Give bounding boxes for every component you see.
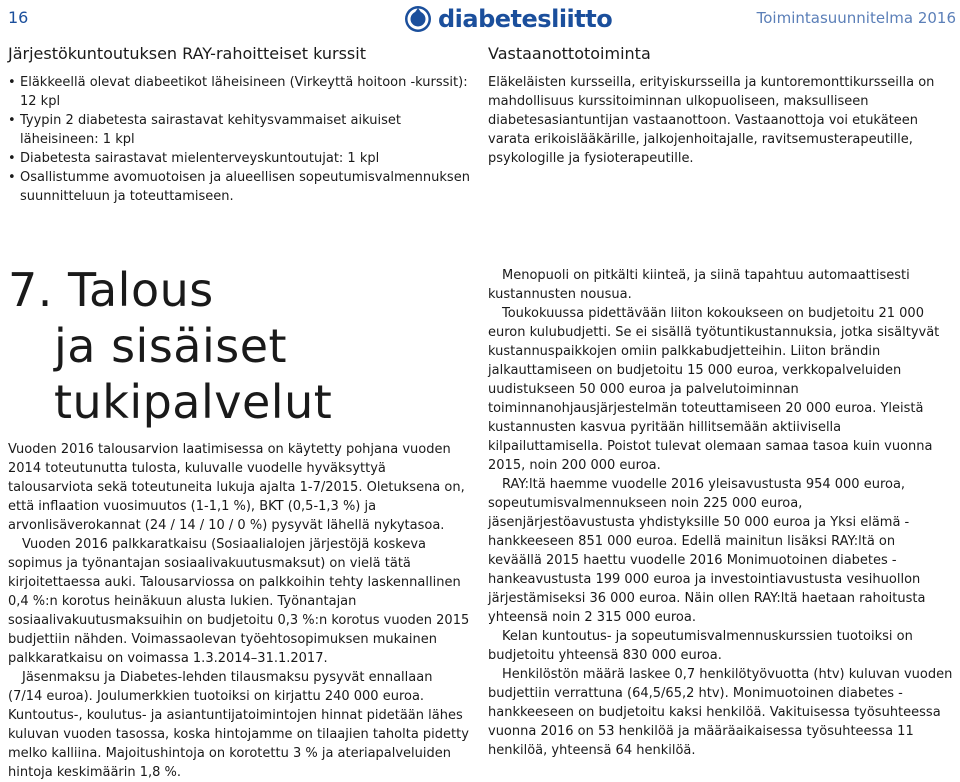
- list-item: • Diabetesta sairastavat mielenterveyskuntoutujat: 1 kpl: [8, 149, 470, 168]
- section-title-line2: ja sisäiset tukipalvelut: [54, 319, 333, 429]
- drop-logo-icon: [404, 5, 432, 33]
- finance-section-left: [8, 262, 470, 782]
- section-title: [8, 262, 470, 430]
- list-item: • Tyypin 2 diabetesta sairastavat kehitysvammaiset aikuiset läheisineen: 1 kpl: [8, 111, 470, 149]
- page-header: [0, 0, 960, 36]
- paragraph: Menopuoli on pitkälti kiinteä, ja siinä tapahtuu automaattisesti kustannusten nousua.: [488, 268, 910, 302]
- section-title-line1: 7. Talous: [8, 263, 214, 317]
- paragraph: Toukokuussa pidettävään liiton kokoukseen on budjetoitu 21 000 euron kulubudjetti. Se ei sisällä työtuntikustannuksia, jotka sisältyvät kustannuspaikkojen omiin palkkabudjetteihin. Liiton brändin jalkauttamiseen on budjetoitu 15 000 euroa, verkkopalveluiden uudistukseen 50 000 euroa ja palvelutoiminnan toiminnanohjausjärjestelmän toteuttamiseen 20 000 euroa. Yleistä kustannusten kasvua pyritään hillitsemään aktiivisella kilpailuttamisella. Poistot tulevat olemaan samaa tasoa kuin vuonna 2015, noin 200 000 euroa.: [488, 306, 940, 473]
- list-item: • Eläkkeellä olevat diabeetikot läheisineen (Virkeyttä hoitoon -kurssit): 12 kpl: [8, 73, 470, 111]
- reception-heading: Vastaanottotoiminta: [488, 44, 651, 63]
- paragraph: Vuoden 2016 palkkaratkaisu (Sosiaalialojen järjestöjä koskeva sopimus ja työnantajan sosiaalivakuutusmaksut) on vielä tätä kirjoitettaessa auki. Talousarviossa on palkkoihin tehty laskennallinen 0,4 %:n korotus heinäkuun alusta lukien. Työnantajan sosiaalivakuutusmaksuihin on budjetoitu 0,3 %:n korotus vuoden 2015 budjettiin nähden. Voimassaolevan työehtosopimuksen mukainen palkkaratkaisu on voimassa 1.3.2014–31.1.2017.: [8, 537, 470, 666]
- paragraph: Henkilöstön määrä laskee 0,7 henkilötyövuotta (htv) kuluvan vuoden budjettiin verrattuna (64,5/65,2 htv). Monimuotoinen diabetes -hankkeeseen on budjetoitu kaksi henkilöä. Vakituisessa työsuhteessa vuonna 2016 on 53 henkilöä ja määräaikaisessa työsuhteessa 11 henkilöä, yhteensä 64 henkilöä.: [488, 667, 953, 758]
- ray-courses-list: [8, 73, 470, 206]
- reception-body: Eläkeläisten kursseilla, erityiskursseilla ja kuntoremonttikursseilla on mahdollisuus kurssitoiminnan ulkopuoliseen, maksulliseen diabetesasiantuntijan vastaanottoon. Vastaanottoja voi etukäteen varata erikoislääkärille, jalkojenhoitajalle, ravitsemusterapeutille, psykologille ja fysioterapeutille.: [488, 75, 935, 166]
- logo-text: diabetesliitto: [438, 5, 613, 33]
- paragraph: Jäsenmaksu ja Diabetes-lehden tilausmaksu pysyvät ennallaan (7/14 euroa). Joulumerkkien tuotoiksi on kirjattu 240 000 euroa. Kuntoutus-, koulutus- ja asiantuntijatoimintojen hinnat pidetään lähes kuluvan vuoden tasossa, koska hintojamme on tilaajien taholta pidetty melko kalliina. Majoitushintoja on korotettu 3 % ja ateriapalveluiden hintoja keskimäärin 1,8 %.: [8, 670, 469, 780]
- page-number: 16: [8, 8, 29, 27]
- ray-courses-heading: Järjestökuntoutuksen RAY-rahoitteiset kurssit: [8, 44, 366, 63]
- diabetesliitto-logo: [404, 4, 612, 34]
- paragraph: Kelan kuntoutus- ja sopeutumisvalmennuskurssien tuotoiksi on budjetoitu yhteensä 830 000 euroa.: [488, 629, 913, 663]
- paragraph: Vuoden 2016 talousarvion laatimisessa on käytetty pohjana vuoden 2014 toteutunutta tulosta, kuluvalle vuodelle hyväksyttyä talousarviota sekä toteutuneita lukuja ajalta 1-7/2015. Oletuksena on, että inflaation vuosimuutos (1-1,1 %), BKT (0,5-1,3 %) ja arvonlisäverokannat (24 / 14 / 10 / 0 %) pysyvät lähellä nykytasoa.: [8, 442, 465, 533]
- reception-section: [488, 44, 953, 168]
- ray-courses-section: [8, 44, 470, 206]
- finance-section-right: [488, 266, 953, 760]
- paragraph: RAY:ltä haemme vuodelle 2016 yleisavustusta 954 000 euroa, sopeutumisvalmennukseen noin 225 000 euroa, jäsenjärjestöavustusta yhdistyksille 50 000 euroa ja Yksi elämä -hankkeeseen 851 000 euroa. Edellä mainitun lisäksi RAY:ltä on keväällä 2015 haettu vuodelle 2016 Monimuotoinen diabetes -hankeavustusta 199 000 euroa ja investointiavustusta vesihuollon järjestämiseksi 36 000 euroa. Näin ollen RAY:ltä haetaan rahoitusta yhteensä noin 2 315 000 euroa.: [488, 477, 926, 625]
- list-item: • Osallistumme avomuotoisen ja alueellisen sopeutumisvalmennuksen suunnitteluun ja toteuttamiseen.: [8, 168, 470, 206]
- document-title: Toimintasuunnitelma 2016: [756, 9, 956, 27]
